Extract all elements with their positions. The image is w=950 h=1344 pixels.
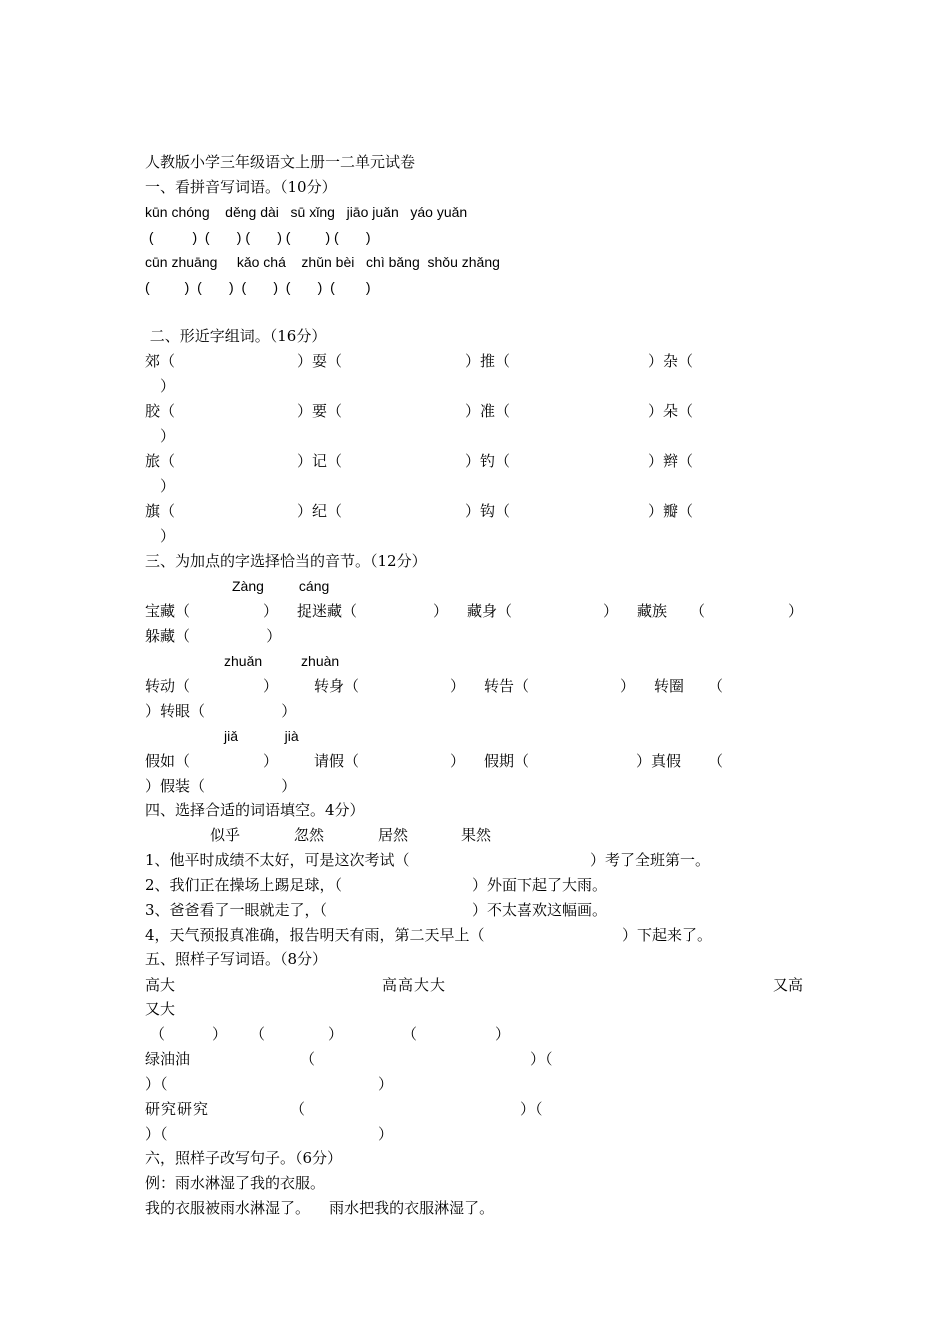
char-cell: ）耍（ [297, 352, 343, 370]
word-cell: 藏族 [637, 602, 668, 620]
blank-close: ）（ [520, 1100, 543, 1118]
question-text: 4，天气预报真准确，报告明天有雨，第二天早上（ [145, 926, 485, 944]
word-choice: 似乎 [210, 826, 241, 844]
word-cell: ） [263, 602, 279, 620]
section-4-heading: 四、选择合适的词语填空。4分） [145, 801, 365, 819]
pattern-row-cont [0, 1124, 950, 1144]
char-cell: 郊（ [145, 352, 176, 370]
pattern-word: 高高大大 [382, 976, 447, 994]
pattern-word: 高大 [145, 976, 176, 994]
word-cell: ） [450, 677, 466, 695]
section-5-heading: 五、照样子写词语。（8分） [145, 950, 328, 968]
word-choice: 忽然 [294, 826, 325, 844]
fill-question-2 [0, 875, 950, 895]
word-choice: 居然 [378, 826, 409, 844]
char-cell-close: ） [160, 377, 176, 395]
word-choice: 果然 [461, 826, 492, 844]
blank-close: ） [328, 1025, 344, 1043]
word-cell: 藏身（ [467, 602, 513, 620]
blank-close: ） [378, 1075, 394, 1093]
word-cell: （ [708, 677, 724, 695]
fill-question-1 [0, 850, 950, 870]
word-cell: 假如（ [145, 752, 191, 770]
word-pattern-example [0, 975, 950, 995]
question-text: ）外面下起了大雨。 [472, 876, 608, 894]
similar-char-row [0, 401, 950, 421]
question-text: ）考了全班第一。 [590, 851, 711, 869]
word-cell: 请假（ [314, 752, 360, 770]
pattern-word-cont: 又大 [145, 1000, 176, 1018]
similar-char-row [0, 351, 950, 371]
pinyin-line-1: kūn chóng děng dài sū xǐng jiāo juǎn yáo yuǎn [145, 204, 468, 220]
blank-open: （ [300, 1050, 316, 1068]
word-cell: ） [450, 752, 466, 770]
section-3-heading: 三、为加点的字选择恰当的音节。（12分） [145, 552, 427, 570]
section-1-heading: 一、看拼音写词语。（10分） [145, 178, 337, 196]
pronunciation-row [0, 676, 950, 696]
pronunciation-row [0, 751, 950, 771]
char-cell: 旗（ [145, 502, 176, 520]
word-choices [0, 825, 950, 845]
similar-char-row [0, 451, 950, 471]
pattern-row-lvyouyou [0, 1049, 950, 1069]
char-cell: ）瓣（ [648, 502, 694, 520]
pattern-word: 绿油油 [145, 1050, 191, 1068]
char-cell: ）辫（ [648, 452, 694, 470]
pinyin-line-2: cūn zhuāng kǎo chá zhǔn bèi chì bǎng shǒu zhǎng [145, 254, 500, 270]
word-cell: ） [263, 752, 279, 770]
char-cell: 旅（ [145, 452, 176, 470]
word-cell: ） [603, 602, 619, 620]
section-2-heading: 二、形近字组词。（16分） [145, 327, 327, 345]
word-cell: ） [263, 677, 279, 695]
blank-close: ） [212, 1025, 228, 1043]
char-cell: ）要（ [297, 402, 343, 420]
question-text: 3、爸爸看了一眼就走了，（ [145, 901, 328, 919]
pattern-word: 又高 [773, 976, 804, 994]
char-cell: 胶（ [145, 402, 176, 420]
blank-close: ） [378, 1125, 394, 1143]
char-cell: ）推（ [465, 352, 511, 370]
pinyin-options-zang: Zàng cáng [232, 578, 330, 594]
question-text: ）不太喜欢这幅画。 [472, 901, 608, 919]
similar-char-row [0, 501, 950, 521]
char-cell: ）记（ [297, 452, 343, 470]
pronunciation-row [0, 601, 950, 621]
blank-close: ）（ [530, 1050, 553, 1068]
pattern-row-yanjiu [0, 1099, 950, 1119]
word-cell: ） [620, 677, 636, 695]
pinyin-options-jia: jiǎ jià [224, 728, 299, 744]
pattern-blank-row [0, 1024, 950, 1044]
pronunciation-row-cont: ）假装（ ） [145, 777, 297, 795]
char-cell: ）准（ [465, 402, 511, 420]
char-cell-close: ） [160, 427, 176, 445]
blank-open: （ [402, 1025, 418, 1043]
blank-pair: ）（ [145, 1075, 168, 1093]
char-cell: ）钩（ [465, 502, 511, 520]
blank-open: （ [290, 1100, 306, 1118]
word-cell: 宝藏（ [145, 602, 191, 620]
answer-blanks-1: ( ) ( ) ( ) ( ) ( ) [145, 229, 371, 245]
char-cell-close: ） [160, 527, 176, 545]
pinyin-options-zhuan: zhuǎn zhuàn [224, 653, 340, 669]
blank-open: （ [150, 1025, 166, 1043]
pronunciation-row-cont: 躲藏（ ） [145, 627, 282, 645]
rewrite-answer: 我的衣服被雨水淋湿了。 雨水把我的衣服淋湿了。 [145, 1199, 495, 1217]
char-cell: ）朵（ [648, 402, 694, 420]
word-cell: （ [708, 752, 724, 770]
word-cell: 转身（ [314, 677, 360, 695]
pronunciation-row-cont: ）转眼（ ） [145, 702, 297, 720]
pattern-word: 研究研究 [145, 1100, 210, 1118]
pattern-row-cont [0, 1074, 950, 1094]
word-cell: 转动（ [145, 677, 191, 695]
answer-blanks-2: ( ) ( ) ( ) ( ) ( ) [145, 279, 371, 295]
blank-pair: ）（ [145, 1125, 168, 1143]
char-cell-close: ） [160, 477, 176, 495]
word-cell: 转圈 [654, 677, 685, 695]
fill-question-4 [0, 925, 950, 945]
word-cell: 捉迷藏（ [297, 602, 358, 620]
char-cell: ）纪（ [297, 502, 343, 520]
fill-question-3 [0, 900, 950, 920]
word-cell: ） [788, 602, 804, 620]
blank-close: ） [495, 1025, 511, 1043]
question-text: ）下起来了。 [622, 926, 713, 944]
char-cell: ）钓（ [465, 452, 511, 470]
word-cell: ） [433, 602, 449, 620]
document-title: 人教版小学三年级语文上册一二单元试卷 [145, 153, 416, 171]
blank-open: （ [250, 1025, 266, 1043]
section-6-heading: 六，照样子改写句子。（6分） [145, 1149, 343, 1167]
word-cell: （ [690, 602, 706, 620]
word-cell: ）真假 [636, 752, 682, 770]
rewrite-example: 例：雨水淋湿了我的衣服。 [145, 1174, 326, 1192]
char-cell: ）杂（ [648, 352, 694, 370]
word-cell: 转告（ [484, 677, 530, 695]
question-text: 2、我们正在操场上踢足球，（ [145, 876, 343, 894]
word-cell: 假期（ [484, 752, 530, 770]
question-text: 1、他平时成绩不太好，可是这次考试（ [145, 851, 410, 869]
